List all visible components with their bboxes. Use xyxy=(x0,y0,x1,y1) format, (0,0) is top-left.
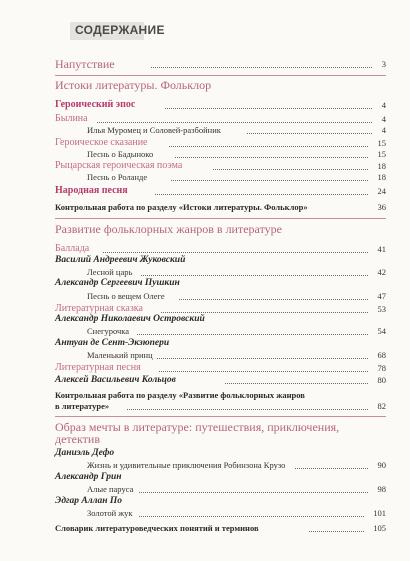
entry-page: 54 xyxy=(377,326,386,336)
section-title-line1: Образ мечты в литературе: путешествия, приключения, xyxy=(55,420,340,434)
page-title: СОДЕРЖАНИЕ xyxy=(75,23,165,37)
entry-title: Жизнь и удивительные приключения Робинзона Крузо xyxy=(87,460,286,470)
toc-entry-ilya[interactable] xyxy=(55,123,386,137)
section-title: Развитие фольклорных жанров в литературе xyxy=(55,222,282,236)
leader-dots xyxy=(175,157,368,158)
toc-entry-roland[interactable] xyxy=(55,170,386,184)
entry-title: Контрольная работа по разделу «Истоки литературы. Фольклор» xyxy=(55,202,308,212)
entry-title: Лесной царь xyxy=(87,267,133,277)
entry-page: 90 xyxy=(377,460,386,470)
entry-page: 4 xyxy=(381,114,386,124)
entry-page: 82 xyxy=(377,401,386,411)
toc-entry-dictionary[interactable] xyxy=(55,521,386,535)
entry-title: Народная песня xyxy=(55,185,128,196)
entry-title: Песнь о Бадыноко xyxy=(87,149,154,159)
entry-page: 68 xyxy=(377,350,386,360)
leader-dots xyxy=(137,334,368,335)
leader-dots xyxy=(165,108,372,109)
entry-page: 15 xyxy=(377,138,386,148)
section-divider xyxy=(55,75,386,76)
entry-title: Баллада xyxy=(55,243,90,254)
leader-dots xyxy=(155,194,368,195)
leader-dots xyxy=(127,409,368,410)
entry-title: Литературная песня xyxy=(55,362,141,373)
author-name: Александр Николаевич Островский xyxy=(55,314,205,324)
entry-title-line1: Контрольная работа по разделу «Развитие фольклорных жанров xyxy=(55,390,305,400)
author-name: Алексей Васильевич Кольцов xyxy=(55,375,176,385)
entry-page: 41 xyxy=(377,244,386,254)
entry-page: 80 xyxy=(377,375,386,385)
section-divider xyxy=(55,218,386,219)
entry-page: 15 xyxy=(377,149,386,159)
toc-author-koltsov[interactable] xyxy=(55,373,386,387)
section-title-line2: детектив xyxy=(55,432,101,446)
author-name: Александр Сергеевич Пушкин xyxy=(55,278,180,288)
toc-section-dream-cont[interactable] xyxy=(55,432,386,446)
entry-title: Героическое сказание xyxy=(55,137,148,148)
author-name: Эдгар Аллан По xyxy=(55,496,123,506)
leader-dots xyxy=(139,492,368,493)
entry-title: Алые паруса xyxy=(87,484,134,494)
entry-page: 98 xyxy=(377,484,386,494)
entry-page: 3 xyxy=(381,59,386,69)
toc-entry-prince[interactable] xyxy=(55,348,386,362)
leader-dots xyxy=(171,180,368,181)
entry-page: 24 xyxy=(377,186,386,196)
author-name: Антуан де Сент-Экзюпери xyxy=(55,338,170,348)
leader-dots xyxy=(295,468,368,469)
section-title: Истоки литературы. Фольклор xyxy=(55,78,212,92)
entry-title: Снегурочка xyxy=(87,326,130,336)
entry-page: 105 xyxy=(373,523,386,533)
toc-entry-epos[interactable] xyxy=(55,98,386,112)
entry-page: 78 xyxy=(377,363,386,373)
leader-dots xyxy=(247,133,372,134)
leader-dots xyxy=(157,358,368,359)
toc-section-folklore[interactable] xyxy=(55,78,386,92)
toc-entry-test1[interactable] xyxy=(55,200,386,214)
entry-page: 101 xyxy=(373,508,386,518)
entry-page: 53 xyxy=(377,304,386,314)
entry-title: Былина xyxy=(55,113,88,124)
entry-page: 18 xyxy=(377,161,386,171)
entry-title: Литературная сказка xyxy=(55,303,143,314)
author-name: Даниэль Дефо xyxy=(55,448,115,458)
entry-title: Словарик литературоведческих понятий и терминов xyxy=(55,523,259,533)
author-name: Василий Андреевич Жуковский xyxy=(55,255,186,265)
entry-page: 4 xyxy=(381,125,386,135)
author-name: Александр Грин xyxy=(55,472,122,482)
entry-page: 36 xyxy=(377,202,386,212)
entry-page: 18 xyxy=(377,172,386,182)
entry-title: Песнь о вещем Олеге xyxy=(87,291,165,301)
entry-page: 42 xyxy=(377,267,386,277)
entry-title: Золотой жук xyxy=(87,508,133,518)
toc-entry-oleg[interactable] xyxy=(55,289,386,303)
toc-author-pushkin xyxy=(55,276,386,290)
entry-title: Рыцарская героическая поэма xyxy=(55,160,183,171)
toc-section-genres[interactable] xyxy=(55,222,386,236)
toc-entry-folk-song[interactable] xyxy=(55,184,386,198)
section-divider xyxy=(55,416,386,417)
entry-title: Напутствие xyxy=(55,57,115,71)
leader-dots xyxy=(159,371,368,372)
entry-title: Героический эпос xyxy=(55,99,136,110)
entry-title-line2: в литературе» xyxy=(55,401,110,411)
leader-dots xyxy=(309,531,364,532)
leader-dots xyxy=(179,299,368,300)
leader-dots xyxy=(151,67,372,68)
entry-title: Песнь о Роланде xyxy=(87,172,148,182)
leader-dots xyxy=(225,383,368,384)
toc-entry-gold-bug[interactable] xyxy=(55,506,386,520)
entry-page: 4 xyxy=(381,100,386,110)
entry-title: Маленький принц xyxy=(87,350,153,360)
toc-entry-intro[interactable] xyxy=(55,57,386,71)
entry-title: Илья Муромец и Соловей-разбойник xyxy=(87,125,221,135)
leader-dots xyxy=(139,516,364,517)
toc-entry-test2-cont[interactable] xyxy=(55,399,386,413)
entry-page: 47 xyxy=(377,291,386,301)
